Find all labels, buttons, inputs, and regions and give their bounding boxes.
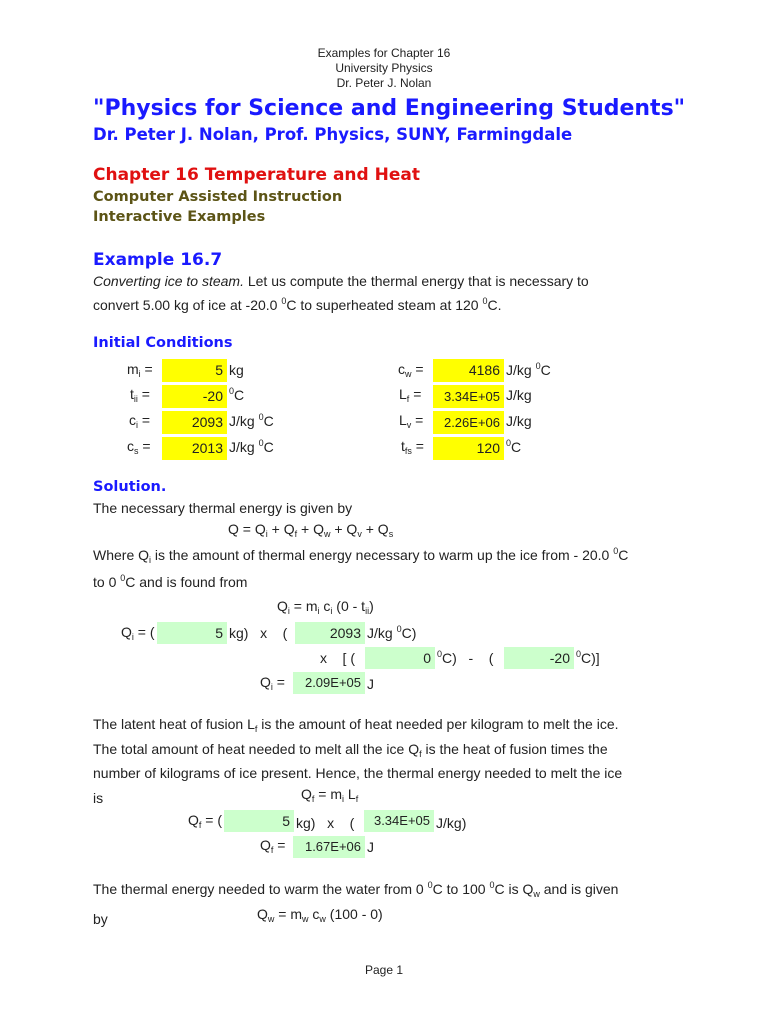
solution-line-2: Where $Q_i$ is the amount of thermal energy necessary to warm up the ice from - 20.0 $^0$C bbox=[93, 546, 629, 565]
unit-jkgc: J/kg $^0$C bbox=[229, 412, 274, 429]
unit-jkg: J/kg bbox=[506, 387, 532, 403]
unit-celsius: $^0$C bbox=[229, 386, 245, 403]
qf-result: 1.67E+06 bbox=[293, 836, 365, 858]
qf-result-label: $Q_f$ = bbox=[260, 837, 286, 855]
unit-jkgc: J/kg $^0$C bbox=[229, 438, 274, 455]
qi-result: 2.09E+05 bbox=[293, 672, 365, 694]
unit-jkg: J/kg bbox=[506, 413, 532, 429]
input-lf[interactable]: 3.34E+05 bbox=[433, 385, 504, 408]
example-intro-line-2: convert 5.00 kg of ice at -20.0 $^0$C to superheated steam at 120 $^0$C. bbox=[93, 296, 502, 313]
qi-calc-label: $Q_i$ = ( bbox=[121, 624, 155, 642]
solution-line-3: to 0 $^0$C and is found from bbox=[93, 573, 248, 590]
unit-jkgc: J/kg $^0$C bbox=[506, 361, 551, 378]
qi-input-mass[interactable]: 5 bbox=[157, 622, 227, 644]
unit-celsius: $^0$C bbox=[506, 438, 522, 455]
qi-calc-close: $^0$C)] bbox=[576, 649, 600, 666]
chapter-title: Chapter 16 Temperature and Heat bbox=[93, 165, 420, 185]
qf-input-lf[interactable]: 3.34E+05 bbox=[364, 810, 434, 832]
example-intro-line-1: Converting ice to steam. Let us compute the thermal energy that is necessary to bbox=[93, 273, 589, 289]
header-line-1: Examples for Chapter 16 bbox=[317, 46, 451, 60]
initial-conditions-heading: Initial Conditions bbox=[93, 335, 233, 351]
qw-formula: $Q_w = m_w$ $c_w$ (100 - 0) bbox=[257, 906, 383, 924]
header-line-2: University Physics bbox=[335, 61, 433, 75]
qi-input-c[interactable]: 2093 bbox=[295, 622, 365, 644]
input-cw[interactable]: 4186 bbox=[433, 359, 504, 382]
author-line: Dr. Peter J. Nolan, Prof. Physics, SUNY, Farmingdale bbox=[93, 125, 573, 144]
para2-line-3: number of kilograms of ice present. Hence, the thermal energy needed to melt the ice bbox=[93, 765, 623, 781]
input-ci[interactable]: 2093 bbox=[162, 411, 227, 434]
qi-formula: $Q_i = m_i$ $c_i$ $(0 - t_{ii})$ bbox=[277, 598, 374, 616]
solution-heading: Solution. bbox=[93, 479, 167, 495]
para3-line-1: The thermal energy needed to warm the water from 0 $^0$C to 100 $^0$C is $Q_w$ and is given bbox=[93, 880, 619, 899]
label-lf: $L_f$ = bbox=[399, 386, 422, 404]
input-tfs[interactable]: 120 bbox=[433, 437, 504, 460]
qi-result-unit: J bbox=[367, 676, 374, 692]
qi-calc-unit: J/kg $^0$C) bbox=[367, 624, 417, 641]
input-lv[interactable]: 2.26E+06 bbox=[433, 411, 504, 434]
para2-line-1: The latent heat of fusion $L_f$ is the amount of heat needed per kilogram to melt the ice. bbox=[93, 716, 619, 734]
label-tii: $t_{ii}$ = bbox=[130, 386, 150, 404]
input-tii[interactable]: -20 bbox=[162, 385, 227, 408]
qi-calc-times: kg) x ( bbox=[229, 625, 288, 641]
input-cs[interactable]: 2013 bbox=[162, 437, 227, 460]
qi-result-label: $Q_i$ = bbox=[260, 674, 285, 692]
subtitle-cai: Computer Assisted Instruction bbox=[93, 189, 343, 205]
label-cw: $c_w$ = bbox=[398, 361, 424, 379]
qf-calc-unit: J/kg) bbox=[436, 815, 467, 831]
qi-calc-bracket: x [ ( bbox=[320, 650, 355, 666]
unit-kg: kg bbox=[229, 362, 244, 378]
label-mi: $m_i$ = bbox=[127, 361, 153, 379]
para2-line-4: is bbox=[93, 790, 104, 806]
label-tfs: $t_{fs}$ = bbox=[401, 438, 424, 456]
label-lv: $L_v$ = bbox=[399, 412, 424, 430]
subtitle-interactive: Interactive Examples bbox=[93, 209, 266, 225]
total-energy-equation: $Q = Q_i + Q_f + Q_w + Q_v + Q_s$ bbox=[228, 521, 394, 539]
qf-formula: $Q_f = m_i$ $L_f$ bbox=[301, 786, 359, 804]
solution-line-1: The necessary thermal energy is given by bbox=[93, 500, 353, 516]
qf-calc-label: $Q_f$ = ( bbox=[188, 812, 223, 830]
qi-input-t1[interactable]: -20 bbox=[504, 647, 574, 669]
qi-calc-minus: $^0$C) - ( bbox=[437, 649, 494, 666]
qf-input-mass[interactable]: 5 bbox=[224, 810, 294, 832]
qi-input-t0[interactable]: 0 bbox=[365, 647, 435, 669]
label-cs: $c_s$ = bbox=[127, 438, 151, 456]
qf-calc-times: kg) x ( bbox=[296, 815, 355, 831]
example-heading: Example 16.7 bbox=[93, 250, 223, 270]
input-mi[interactable]: 5 bbox=[162, 359, 227, 382]
page-number: Page 1 bbox=[364, 963, 404, 977]
para2-line-2: The total amount of heat needed to melt all the ice $Q_f$ is the heat of fusion times the bbox=[93, 741, 608, 759]
qf-result-unit: J bbox=[367, 839, 374, 855]
book-title: "Physics for Science and Engineering Students" bbox=[93, 96, 686, 121]
label-ci: $c_i$ = bbox=[129, 412, 151, 430]
header-line-3: Dr. Peter J. Nolan bbox=[336, 76, 432, 90]
para3-line-2: by bbox=[93, 911, 108, 927]
